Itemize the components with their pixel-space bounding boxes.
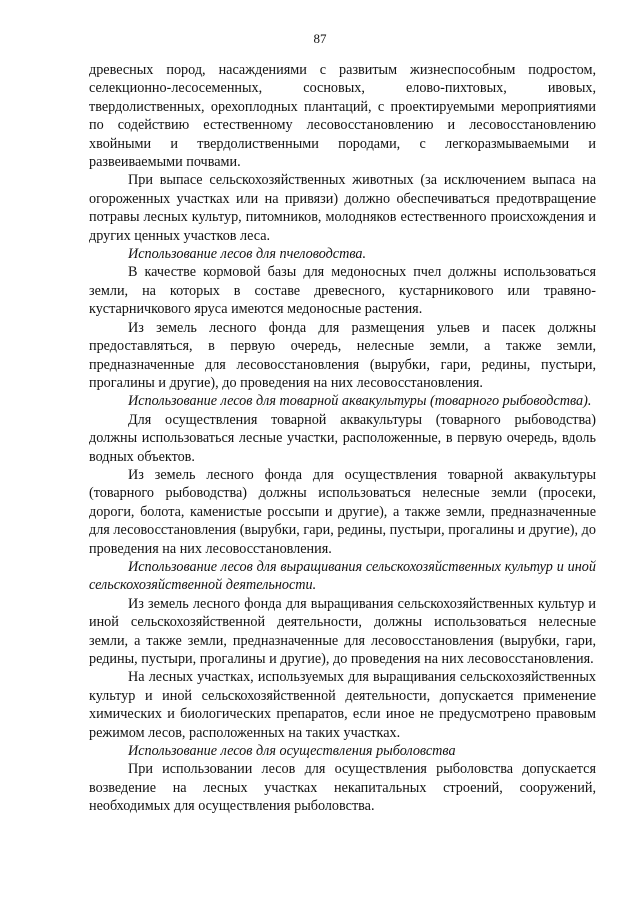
section-heading-fishing: Использование лесов для осуществления рыболовства — [128, 743, 456, 760]
paragraph-grazing: При выпасе сельскохозяйственных животных (за исключением выпаса на огороженных участках или на привязи) должно обеспечиваться предотвращение потравы лесных культур, питомников, молодняков естественного происхождения и других ценных участков леса. — [89, 172, 596, 244]
paragraph-continuation: древесных пород, насаждениями с развитым жизнеспособным подростом, селекционно-лесосеменных, сосновых, елово-пихтовых, ивовых, твердолиственных, орехоплодных плантаций, с проектируемыми мероприятиями по содействию естественному лесовосстановлению и лесовосстановлению хвойными и твердолиственными породами, с легкоразмываемыми и развеиваемыми почвами. — [89, 62, 596, 171]
section-heading-agriculture: Использование лесов для выращивания сельскохозяйственных культур и иной сельскохозяйственной деятельности. — [89, 558, 596, 594]
paragraph-agriculture-land: Из земель лесного фонда для выращивания сельскохозяйственных культур и иной сельскохозяйственной деятельности, должны использоваться нелесные земли, а также земли, предназначенные для лесовосстановления (вырубки, гари, редины, пустыри, прогалины и другие), до проведения на них лесовосстановления. — [89, 595, 596, 667]
paragraph-fishing-structures: При использовании лесов для осуществления рыболовства допускается возведение на лесных участках некапитальных строений, сооружений, необходимых для осуществления рыболовства. — [89, 761, 596, 815]
page-body — [89, 61, 596, 816]
paragraph-apiary-land: Из земель лесного фонда для размещения ульев и пасек должны предоставляться, в первую очередь, нелесные земли, а также земли, предназначенные для лесовосстановления (вырубки, гари, редины, пустыри, прогалины и другие), до проведения на них лесовосстановления. — [89, 319, 596, 391]
paragraph-honey-base: В качестве кормовой базы для медоносных пчел должны использоваться земли, на которых в составе древесного, кустарникового или травяно-кустарничкового яруса имеются медоносные растения. — [89, 264, 596, 318]
page-number: 87 — [313, 31, 327, 46]
paragraph-agriculture-chemicals: На лесных участках, используемых для выращивания сельскохозяйственных культур и иной сельскохозяйственной деятельности, допускается применение химических и биологических препаратов, если иное не предусмотрено правовым режимом лесов, расположенных на таких участках. — [89, 669, 596, 741]
paragraph-aquaculture-plots: Для осуществления товарной аквакультуры (товарного рыбоводства) должны использоваться лесные участки, расположенные, в первую очередь, вдоль водных объектов. — [89, 411, 596, 465]
section-heading-beekeeping: Использование лесов для пчеловодства. — [128, 246, 367, 263]
paragraph-aquaculture-land: Из земель лесного фонда для осуществления товарной аквакультуры (товарного рыбоводства) должны использоваться нелесные земли (просеки, дороги, болота, каменистые россыпи и другие), а также земли, предназначенные для лесовосстановления (вырубки, гари, редины, пустыри, прогалины и другие), до проведения на них лесовосстановления. — [89, 466, 596, 557]
section-heading-aquaculture: Использование лесов для товарной аквакультуры (товарного рыбоводства). — [128, 393, 592, 410]
